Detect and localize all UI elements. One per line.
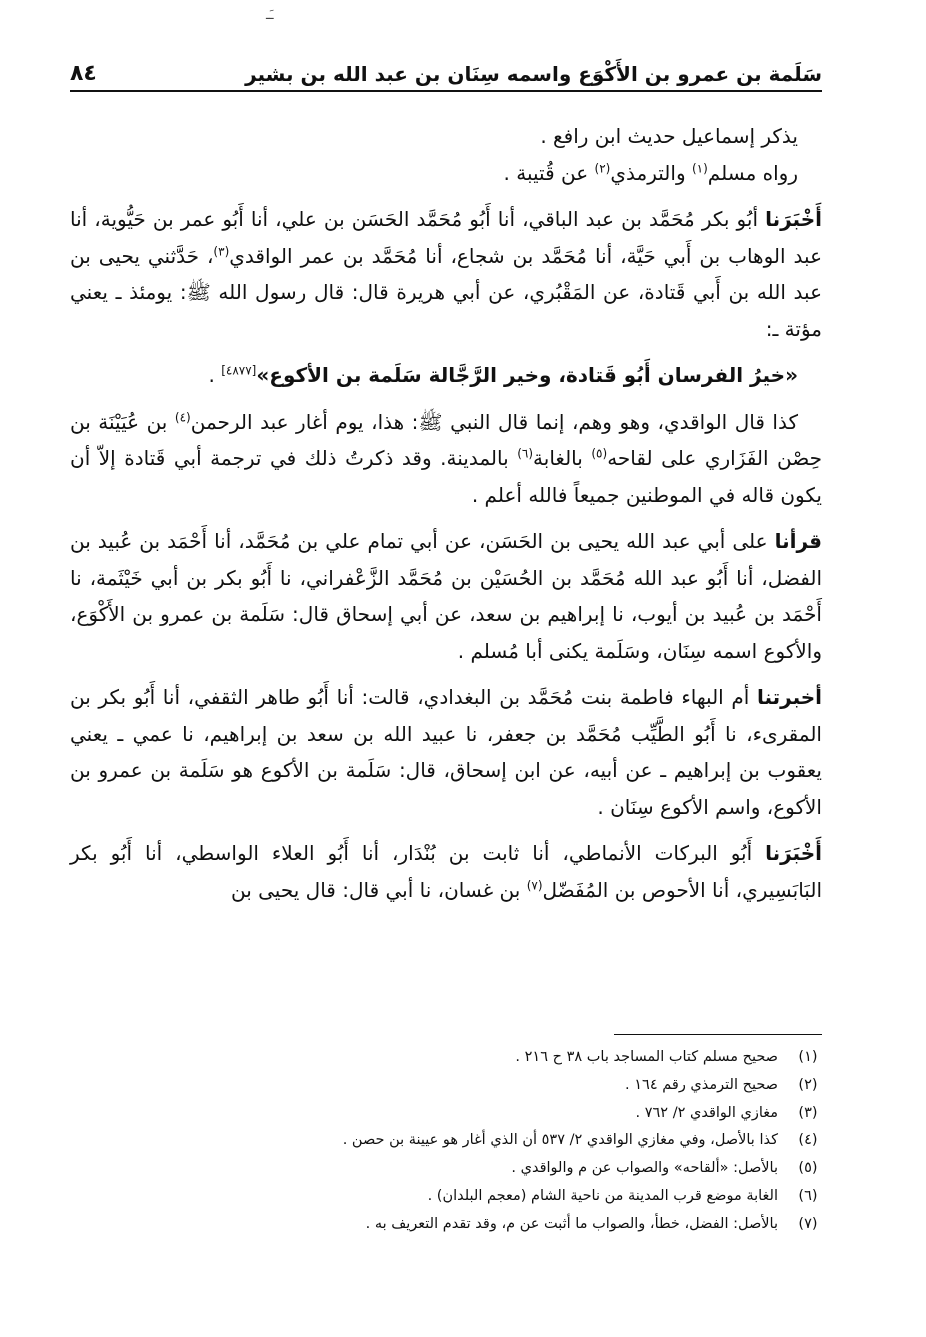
hadith-number: [٤٨٧٧] xyxy=(221,363,257,378)
isnad-keyword: أَخْبَرَنا xyxy=(765,841,822,865)
footnote-number: (٤) xyxy=(798,1132,818,1149)
isnad-keyword: أَخْبَرَنا xyxy=(765,207,822,231)
footnote-number: (٧) xyxy=(798,1215,818,1232)
footnote-text: صحيح مسلم كتاب المساجد باب ٣٨ ح ٢١٦ . xyxy=(515,1049,778,1065)
footnote-text: كذا بالأصل، وفي مغازي الواقدي ٢/ ٥٣٧ أن الذي أغار هو عيينة بن حصن . xyxy=(342,1132,778,1149)
footnote-number: (٣) xyxy=(798,1104,818,1121)
footnote-number: (٢) xyxy=(798,1076,818,1093)
footnote-ref-3: (٣) xyxy=(213,243,230,258)
footnote-ref-4: (٤) xyxy=(174,409,191,424)
footnote-ref-7: (٧) xyxy=(526,877,543,892)
footnote-text: صحيح الترمذي رقم ١٦٤ . xyxy=(625,1076,778,1093)
text: أم البهاء فاطمة بنت مُحَمَّد بن البغدادي، قالت: أنا أَبُو طاهر الثقفي، أنا أَبُو بكر بن المقرىء، نا أَبُو الطَّيِّب مُحَمَّد بن جعفر، نا عبيد الله بن سعد بن إبراهيم، نا عمي ـ يعني يعقوب بن إبراهيم ـ عن أبيه، عن ابن إسحاق، قال: سَلَمة بن الأكوع هو سَلَمة بن عمرو بن الأكوع، واسم الأكوع سِنَان . xyxy=(70,685,822,819)
running-header xyxy=(70,58,822,92)
footnote-text: بالأصل: «ألقاحه» والصواب عن م والواقدي . xyxy=(511,1160,778,1177)
text: رواه مسلم xyxy=(707,160,798,185)
top-mark: ـَـ xyxy=(266,8,274,23)
footnote-number: (٦) xyxy=(798,1187,818,1204)
text: والترمذي xyxy=(610,160,692,185)
footnote-ref-1: (١) xyxy=(691,160,708,175)
footnotes xyxy=(122,1044,822,1239)
footnote-ref-6: (٦) xyxy=(517,446,534,461)
isnad-keyword: قرأنا xyxy=(774,529,822,553)
text: بالغابة xyxy=(533,446,592,470)
text: أَبُو البركات الأنماطي، أنا ثابت بن بُنْدَار، أنا أَبُو العلاء الواسطي، أنا أَبُو بكر البَابَسِيري، أنا الأحوص بن المُفَضّل xyxy=(70,841,822,902)
footnote xyxy=(122,1211,822,1239)
footnote-number: (١) xyxy=(798,1049,818,1065)
footnote xyxy=(122,1127,822,1155)
footnote-ref-2: (٢) xyxy=(594,160,611,175)
main-text xyxy=(70,118,822,908)
footnote-number: (٥) xyxy=(798,1160,818,1177)
text: . xyxy=(208,363,222,387)
footnote xyxy=(122,1100,822,1128)
text: بالمدينة. وقد ذكرتُ ذلك في ترجمة أبي قَتادة إلاّ أن يكون قاله في الموطنين جميعاً فالله أعلم . xyxy=(70,446,822,507)
text: عن قُتيبة . xyxy=(503,160,595,185)
paragraph-1: يذكر إسماعيل حديث ابن رافع . xyxy=(540,124,798,148)
footnote-separator xyxy=(614,1034,822,1035)
page-number: ٨٤ xyxy=(70,61,97,86)
text: ، حَدَّثني يحيى بن عبد الله بن أَبي قَتادة، عن المَقْبُري، عن أبي هريرة قال: قال رسول الله ﷺ: يومئذ ـ يعني مؤتة ـ: xyxy=(70,243,822,341)
footnote-text: مغازي الواقدي ٢/ ٧٦٢ . xyxy=(635,1104,778,1121)
paragraph-7 xyxy=(70,679,822,825)
footnote xyxy=(122,1183,822,1211)
text: بن عُيَيْنَة بن حِصْن الفَزَاري على لقاحه xyxy=(70,409,822,470)
footnote-text: بالأصل: الفضل، خطأ، والصواب ما أثبت عن م، وقد تقدم التعريف به . xyxy=(365,1215,778,1232)
footnote xyxy=(122,1044,822,1072)
paragraph-8 xyxy=(70,835,822,908)
footnote xyxy=(122,1072,822,1100)
text: أبُو بكر مُحَمَّد بن عبد الباقي، أنا أَبُو مُحَمَّد الحَسَن بن علي، أنا أَبُو عمر بن حَيُّوية، أنا عبد الوهاب بن أَبي حَيَّة، أنا مُحَمَّد بن شجاع، أنا مُحَمَّد بن عمر الواقدي xyxy=(70,207,822,268)
paragraph-6 xyxy=(70,523,822,669)
paragraph-5 xyxy=(70,404,822,514)
paragraph-3 xyxy=(70,201,822,347)
paragraph-2 xyxy=(70,155,822,192)
hadith-text xyxy=(70,357,822,394)
text: على أبي عبد الله يحيى بن الحَسَن، عن أبي تمام علي بن مُحَمَّد، أنا أَحْمَد بن عُبيد بن الفضل، أنا أَبُو عبد الله مُحَمَّد بن الحُسَيْن بن مُحَمَّد الزَّعْفراني، نا أَبُو بكر بن أبي خَيْثَمة، نا أَحْمَد بن عُبيد بن أيوب، نا إبراهيم بن سعد، عن أبي إسحاق قال: سَلَمة بن عمرو بن الأَكْوَع، والأكوع اسمه سِنَان، وسَلَمة يكنى أبا مُسلم . xyxy=(70,529,822,663)
hadith-quote: «خيرُ الفرسان أَبُو قَتادة، وخير الرَّجَّالة سَلَمة بن الأكوع» xyxy=(256,363,798,387)
footnote-ref-5: (٥) xyxy=(591,446,608,461)
running-title: سَلَمة بن عمرو بن الأَكْوَع واسمه سِنَان بن عبد الله بن بشير xyxy=(245,62,822,86)
text: بن غسان، نا أبي قال: قال يحيى بن xyxy=(230,877,527,902)
footnote xyxy=(122,1155,822,1183)
text: كذا قال الواقدي، وهو وهم، إنما قال النبي ﷺ: هذا، يوم أغار عبد الرحمن xyxy=(190,409,798,434)
footnote-text: الغابة موضع قرب المدينة من ناحية الشام (معجم البلدان) . xyxy=(427,1187,778,1204)
isnad-keyword: أخبرتنا xyxy=(756,685,822,709)
